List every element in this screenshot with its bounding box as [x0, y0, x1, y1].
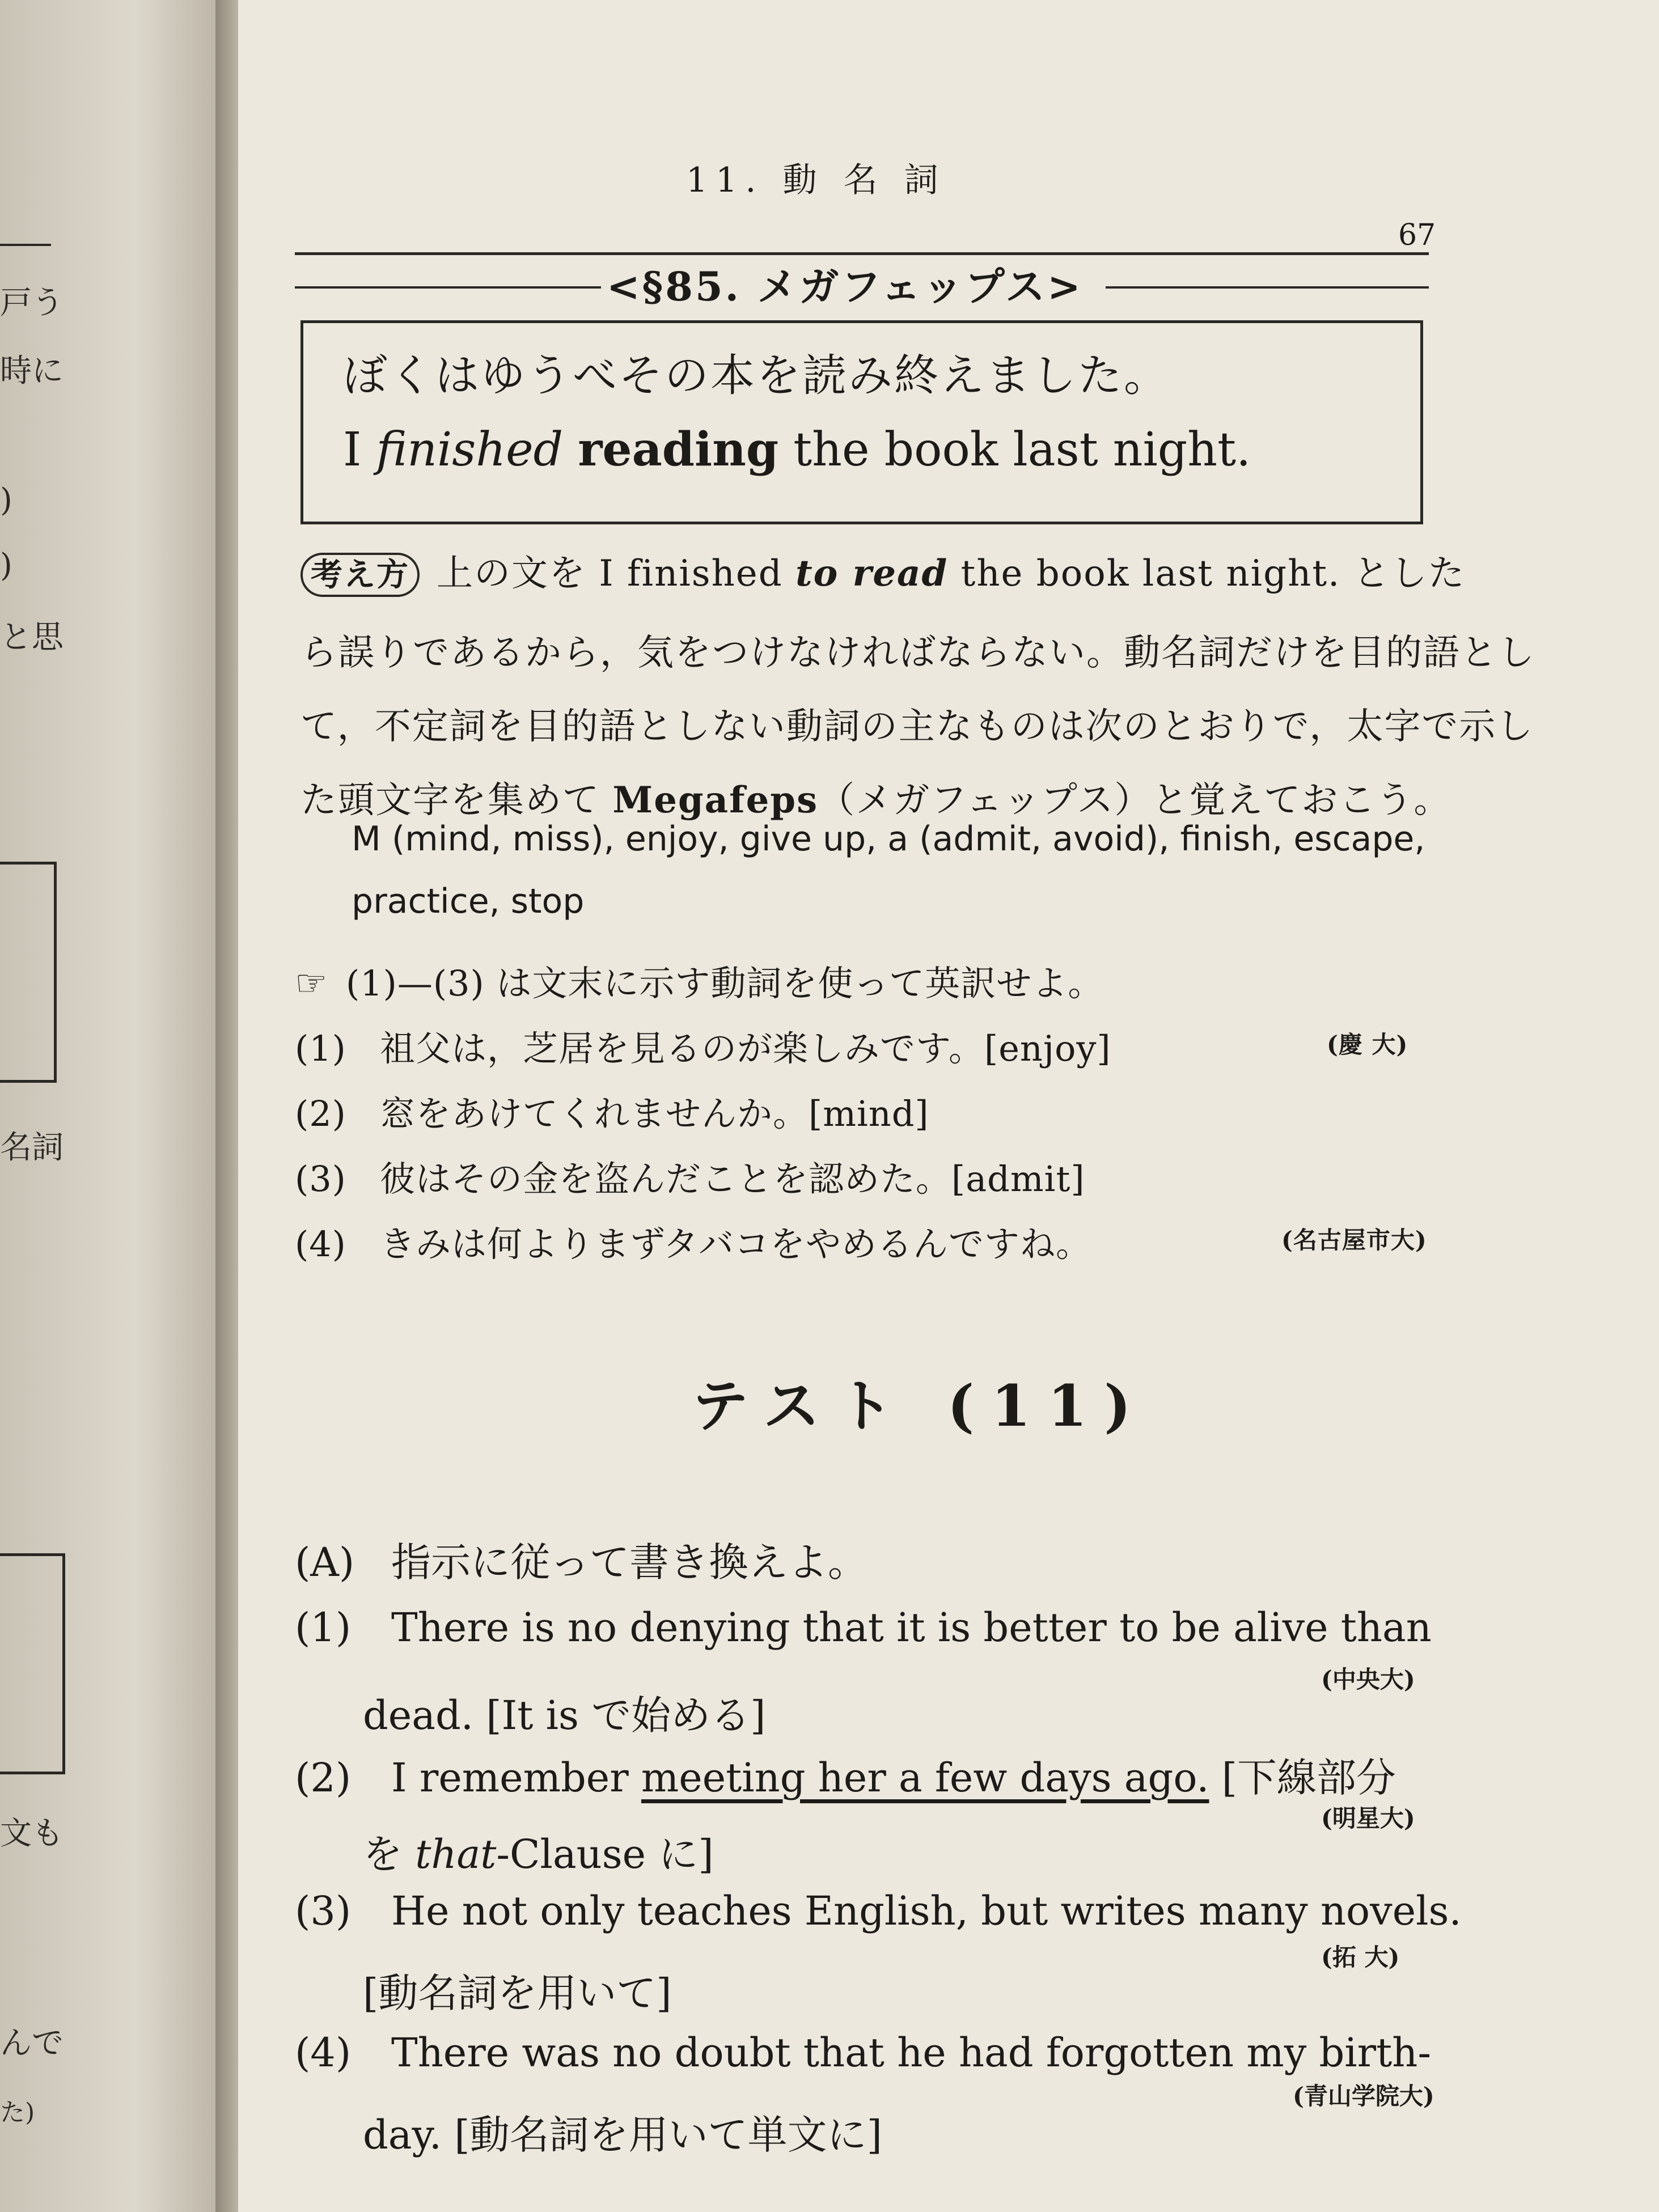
example-english — [343, 422, 1251, 477]
example-box — [301, 320, 1423, 524]
continuation-text: を — [363, 1831, 416, 1878]
example-verb: finished — [376, 423, 564, 477]
example-japanese: ぼくはゆうべその本を読み終えました。 — [343, 350, 1170, 401]
test-item — [295, 1888, 1462, 1934]
megafeps-term: Megafeps — [612, 779, 819, 821]
explanation-text: た頭文字を集めて — [301, 779, 613, 821]
continuation-italic: that — [415, 1831, 497, 1878]
facing-page-fragment: 時に — [0, 353, 64, 389]
explanation-line: ら誤りであるから，気をつけなければならない。動名詞だけを目的語とし — [301, 632, 1535, 674]
item-text: I remember — [391, 1755, 641, 1801]
facing-page-fragment: 名詞 — [0, 1129, 64, 1166]
item-number: (4) — [295, 2029, 352, 2076]
section-label: (A) — [295, 1539, 355, 1586]
test-item — [295, 1746, 1396, 1803]
exercise-item — [295, 1216, 1429, 1266]
explanation-text: the book last night. とした — [948, 553, 1466, 595]
facing-page-box — [0, 862, 57, 1083]
item-text: きみは何よりまずタバコをやめるんですね。 — [380, 1223, 1092, 1265]
item-continuation: dead. [It is で始める] — [363, 1692, 766, 1739]
item-number: (3) — [295, 1158, 346, 1200]
item-continuation: day. [動名詞を用いて単文に] — [363, 2112, 882, 2158]
exercise-item — [295, 1086, 929, 1136]
facing-page-fragment: ) — [0, 482, 12, 519]
facing-page-fragment: ) — [0, 547, 12, 584]
item-source: (名古屋市大) — [1281, 1226, 1427, 1254]
item-number: (4) — [295, 1223, 346, 1265]
facing-page-box — [0, 1553, 65, 1774]
underlined-phrase: meeting her a few days ago. — [641, 1755, 1209, 1801]
item-continuation: [動名詞を用いて] — [363, 1970, 672, 2016]
explanation-line — [301, 771, 1451, 823]
item-source: (明星大) — [1321, 1804, 1415, 1832]
item-number: (1) — [295, 1028, 346, 1069]
item-source: (中央大) — [1321, 1666, 1415, 1693]
item-source: (青山学院大) — [1293, 2082, 1434, 2110]
exercise-item — [295, 1151, 1085, 1201]
instruction-text: (1)—(3) は文末に示す動詞を使って英訳せよ。 — [346, 963, 1104, 1004]
facing-page-rule — [0, 244, 51, 246]
facing-page-fragment: と思 — [0, 619, 64, 656]
item-number: (2) — [295, 1755, 352, 1801]
megafeps-verbs: M (mind, miss), enjoy, give up, a (admit, avoid), finish, escape, — [352, 819, 1425, 859]
example-space — [563, 423, 578, 477]
continuation-text: -Clause に] — [496, 1831, 714, 1878]
book-page — [238, 0, 1659, 2212]
pointing-hand-icon: ☞ — [295, 963, 328, 1005]
page-number: 67 — [1398, 218, 1436, 252]
megafeps-verbs: practice, stop — [352, 882, 585, 921]
item-number: (1) — [295, 1604, 352, 1651]
example-gerund: reading — [578, 422, 779, 477]
explanation-italic: to read — [795, 552, 949, 595]
facing-page-fragment: た) — [0, 2098, 35, 2127]
heading-line-right — [1106, 286, 1429, 289]
heading-line-left — [295, 286, 601, 289]
facing-page-fragment: 文も — [0, 1815, 64, 1852]
section-instruction: 指示に従って書き換えよ。 — [391, 1539, 867, 1586]
example-post: the book last night. — [778, 423, 1251, 477]
test-item — [295, 1604, 1432, 1651]
explanation-line: て，不定詞を目的語としない動詞の主なものは次のとおりで，太字で示し — [301, 706, 1534, 748]
exercise-instruction — [295, 955, 1103, 1006]
item-text: 窓をあけてくれませんか。[mind] — [380, 1093, 929, 1134]
item-text: There was no doubt that he had forgotten my birth- — [391, 2029, 1432, 2076]
test-title: テスト (11) — [692, 1372, 1148, 1439]
facing-page-fragment: 戸う — [0, 285, 64, 321]
explanation-line — [301, 544, 1466, 597]
exercise-item — [295, 1020, 1429, 1071]
item-text: [下線部分 — [1209, 1755, 1396, 1801]
item-text: He not only teaches English, but writes many novels. — [391, 1888, 1462, 1934]
explanation-text: 上の文を I finished — [437, 553, 796, 595]
section-title: <§85. メガフェップス> — [601, 255, 1089, 312]
facing-page — [0, 0, 227, 2212]
item-source: (拓 大) — [1321, 1943, 1400, 1971]
item-number: (2) — [295, 1093, 346, 1134]
item-text: There is no denying that it is better to be alive than — [391, 1604, 1432, 1651]
test-item — [295, 2029, 1431, 2076]
think-badge: 考え方 — [301, 553, 420, 597]
item-text: 彼はその金を盗んだことを認めた。[admit] — [380, 1158, 1085, 1200]
running-head: 11. 動 名 詞 — [686, 160, 946, 200]
section-heading — [295, 255, 1429, 317]
item-number: (3) — [295, 1888, 352, 1934]
item-text: 祖父は，芝居を見るのが楽しみです。[enjoy] — [380, 1028, 1111, 1069]
test-section-a — [295, 1531, 867, 1588]
item-continuation — [363, 1823, 714, 1880]
example-pre: I — [343, 423, 376, 477]
item-source: (慶 大) — [1327, 1031, 1408, 1058]
explanation-text: （メガフェップス）と覚えておこう。 — [818, 779, 1451, 821]
facing-page-fragment: んで — [0, 2025, 64, 2062]
